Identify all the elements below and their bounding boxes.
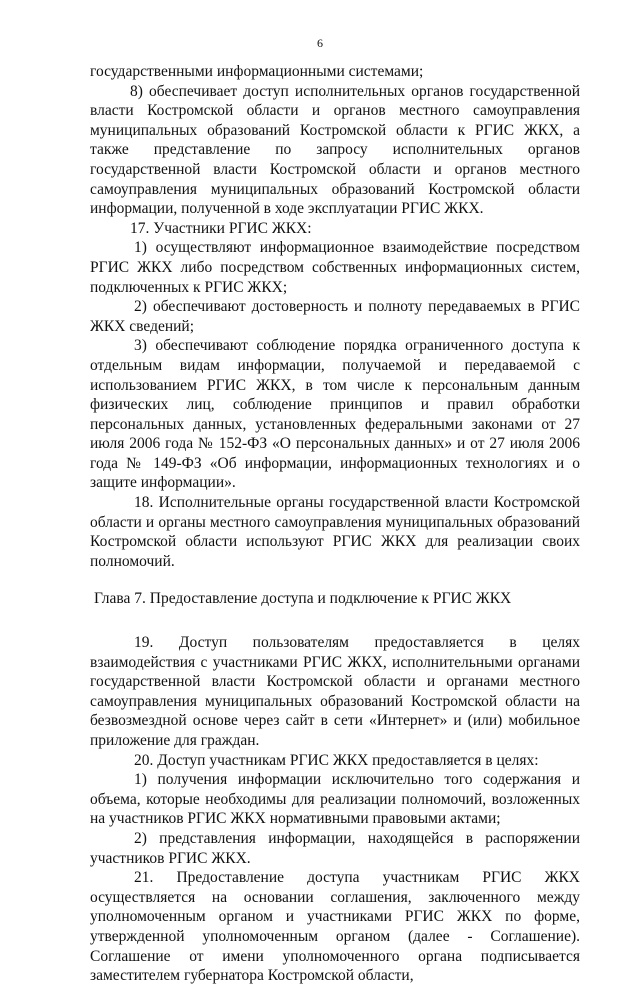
paragraph: 1) получения информации исключительно того содержания и объема, которые необходимы для реализации полномочий, возложенных на участников РГИС ЖКХ нормативными правовыми актами; xyxy=(90,771,580,828)
paragraph: 17. Участники РГИС ЖКХ: xyxy=(130,219,312,237)
page-number: 6 xyxy=(317,36,323,50)
paragraph: 1) осуществляют информационное взаимодействие посредством РГИС ЖКХ либо посредством собственных информационных систем, подключенных к РГИС ЖКХ; xyxy=(90,239,580,296)
chapter-heading: Глава 7. Предоставление доступа и подключение к РГИС ЖКХ xyxy=(94,590,512,608)
paragraph: 3) обеспечивают соблюдение порядка ограниченного доступа к отдельным видам информации, получаемой и передаваемой с использованием РГИС ЖКХ, в том числе к персональным данным физических лиц, соблюдение принципов и правил обработки персональных данных, установленных федеральными законами от 27 июля 2006 года № 152-ФЗ «О персональных данных» и от 27 июля 2006 года № 149-ФЗ «Об информации, информационных технологиях и о защите информации». xyxy=(90,337,580,492)
paragraph: 18. Исполнительные органы государственной власти Костромской области и органы местного самоуправления муниципальных образований Костромской области используют РГИС ЖКХ для реализации своих полномочий. xyxy=(90,494,580,570)
paragraph: государственными информационными системами; xyxy=(90,63,424,80)
paragraph: 2) представления информации, находящейся в распоряжении участников РГИС ЖКХ. xyxy=(90,829,580,867)
paragraph: 2) обеспечивают достоверность и полноту передаваемых в РГИС ЖКХ сведений; xyxy=(90,298,580,335)
document-body xyxy=(90,62,580,986)
paragraph: 8) обеспечивает доступ исполнительных органов государственной власти Костромской области и органов местного самоуправления муниципальных образований Костромской области к РГИС ЖКХ, а также представление по запросу исполнительных органов государственной власти Костромской области и органов местного самоуправления муниципальных образований Костромской области информации, полученной в ходе эксплуатации РГИС ЖКХ. xyxy=(90,82,580,218)
paragraph: 20. Доступ участникам РГИС ЖКХ предоставляется в целях: xyxy=(134,751,539,769)
paragraph: 19. Доступ пользователям предоставляется в целях взаимодействия с участниками РГИС ЖКХ, исполнительными органами государственной власти Костромской области и органами местного самоуправления муниципальных образований Костромской области на безвозмездной основе через сайт в сети «Интернет» и (или) мобильное приложение для граждан. xyxy=(90,634,580,749)
paragraph: 21. Предоставление доступа участникам РГИС ЖКХ осуществляется на основании соглашения, заключенного между уполномоченным органом и участниками РГИС ЖКХ по форме, утвержденной уполномоченным органом (далее - Соглашение). Соглашение от имени уполномоченного органа подписывается заместителем губернатора Костромской области, xyxy=(90,869,580,985)
